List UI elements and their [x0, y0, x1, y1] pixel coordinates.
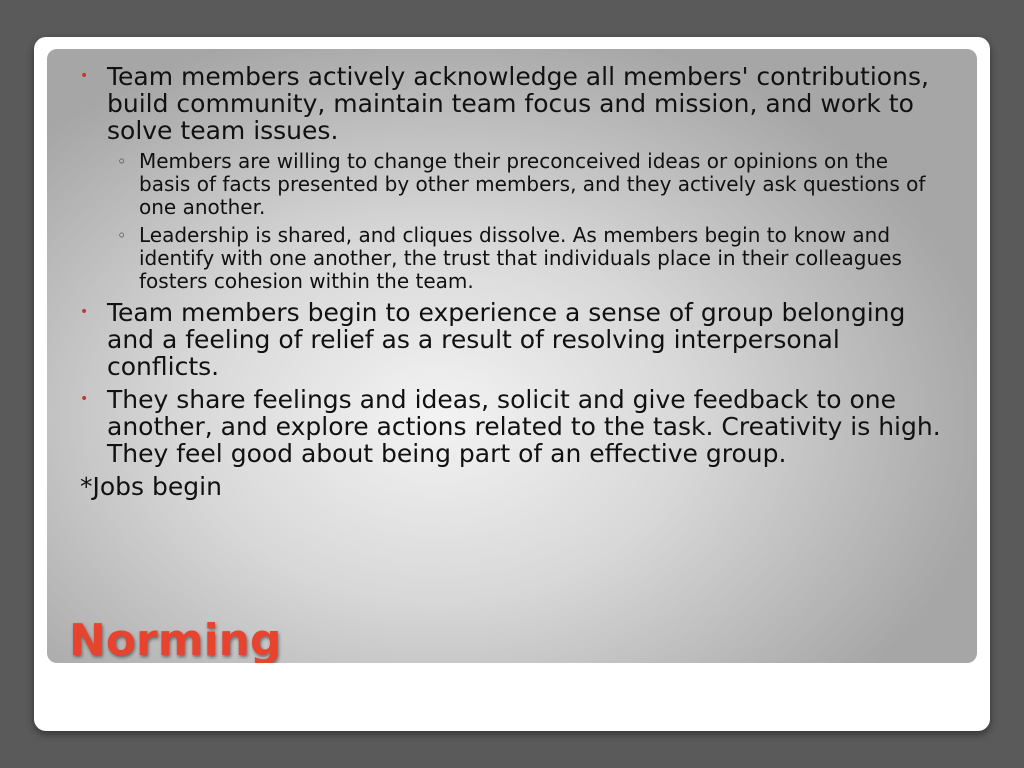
bullet-icon: •: [80, 391, 89, 407]
bullet-list: [47, 63, 977, 467]
sub-bullet-text: Leadership is shared, and cliques dissolve. As members begin to know and identify with one another, the trust that individuals place in their colleagues fosters cohesion within the team.: [139, 223, 902, 293]
bullet-text: Team members actively acknowledge all members' contributions, build community, maintain team focus and mission, and work to solve team issues.: [107, 62, 929, 145]
sub-bullet-list: [107, 150, 949, 293]
bullet-text: Team members begin to experience a sense of group belonging and a feeling of relief as a result of resolving interpersonal conflicts.: [107, 298, 906, 381]
sub-bullet-item: [107, 224, 949, 293]
bullet-text: They share feelings and ideas, solicit and give feedback to one another, and explore actions related to the task. Creativity is high. They feel good about being part of an effective group.: [107, 385, 941, 468]
bullet-item: [47, 386, 977, 467]
slide-title: Norming: [69, 615, 282, 663]
sub-bullet-icon: ◦: [117, 152, 127, 171]
bullet-item: [47, 63, 977, 293]
plain-text-line: *Jobs begin: [80, 472, 222, 501]
bullet-icon: •: [80, 304, 89, 320]
sub-bullet-text: Members are willing to change their preconceived ideas or opinions on the basis of facts presented by other members, and they actively ask questions of one another.: [139, 149, 926, 219]
bullet-icon: •: [80, 68, 89, 84]
bullet-item: [47, 299, 977, 380]
sub-bullet-icon: ◦: [117, 226, 127, 245]
slide-content-panel: [47, 49, 977, 663]
sub-bullet-item: [107, 150, 949, 219]
slide-body: [47, 63, 977, 500]
